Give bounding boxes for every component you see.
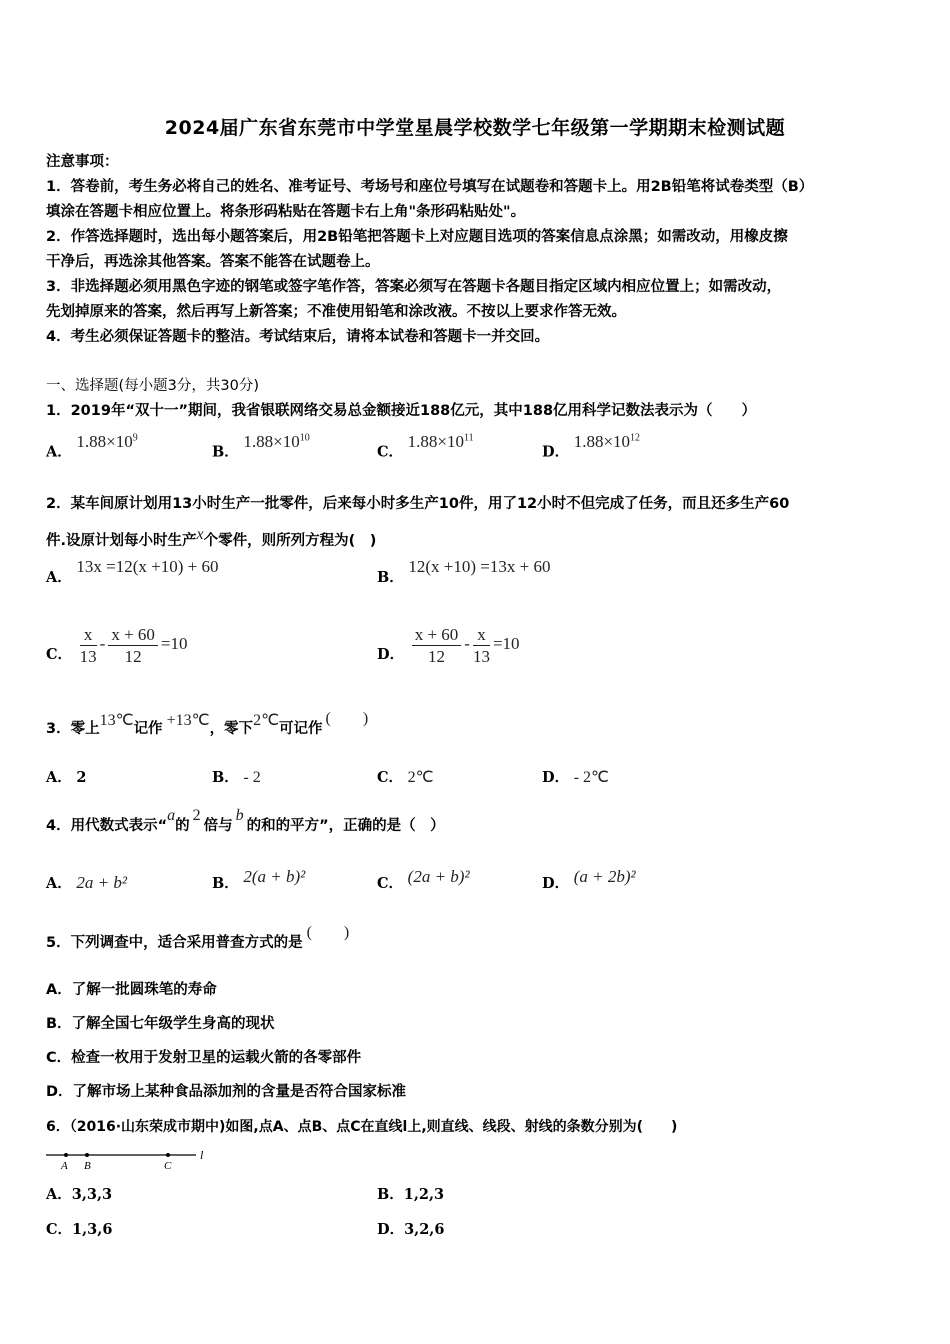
q4-stem: 4．用代数式表示“a的2倍与b的和的平方”，正确的是（ ） (46, 807, 445, 834)
q6-line-figure (44, 1147, 214, 1173)
notice-line: 先划掉原来的答案，然后再写上新答案；不准使用铅笔和涂改液。不按以上要求作答无效。 (46, 304, 626, 320)
page-title: 2024届广东省东莞市中学堂星晨学校数学七年级第一学期期末检测试题 (164, 117, 786, 139)
q1-option-b[interactable]: B． $1.88\times 10^{10}$ (212, 431, 310, 461)
section-heading: 一、选择题(每小题3分，共30分) (46, 378, 259, 394)
q4-option-c[interactable]: C． (2a + b)² (377, 867, 470, 892)
notice-heading: 注意事项： (46, 154, 119, 170)
q5-option-d[interactable]: D．了解市场上某种食品添加剂的含量是否符合国家标准 (46, 1084, 407, 1100)
point-label-a: A (61, 1160, 68, 1172)
q2-option-d[interactable]: D． $\frac{x + 60}{12}$ - $\frac{x}{13}$ =10 (377, 625, 520, 666)
q2-option-c[interactable]: C． $\frac{x}{13}$ - $\frac{x + 60}{12}$ =10 (46, 625, 188, 666)
q6-option-a[interactable]: A．3,3,3 (46, 1186, 113, 1203)
q1-stem: 1．2019年“双十一”期间，我省银联网络交易总金额接近188亿元，其中188亿用科学记数法表示为（ ） (46, 403, 757, 419)
q2-option-b[interactable]: B． 12(x +10) =13x + 60 (377, 557, 551, 586)
point-a (64, 1153, 68, 1157)
q2-stem-line1: 2．某车间原计划用13小时生产一批零件，后来每小时多生产10件，用了12小时不但完成了任务，而且还多生产60 (46, 496, 790, 512)
q4-option-a[interactable]: A． 2a + b² (46, 873, 127, 892)
q6-stem: 6．（2016·山东荣成市期中)如图,点A、点B、点C在直线l上,则直线、线段、射线的条数分别为( ) (46, 1119, 678, 1135)
notice-line: 4．考生必须保证答题卡的整洁。考试结束后，请将本试卷和答题卡一并交回。 (46, 329, 550, 345)
q3-option-a[interactable]: A． 2 (46, 769, 87, 786)
q1-option-c[interactable]: C． $1.88\times 10^{11}$ (377, 431, 474, 461)
q5-option-a[interactable]: A．了解一批圆珠笔的寿命 (46, 982, 217, 998)
q4-option-b[interactable]: B． 2(a + b)² (212, 867, 306, 892)
notice-line: 填涂在答题卡相应位置上。将条形码粘贴在答题卡右上角"条形码粘贴处"。 (46, 204, 526, 220)
q2-stem-line2: 件.设原计划每小时生产x个零件，则所列方程为( ) (46, 526, 377, 549)
point-b (85, 1153, 89, 1157)
notice-line: 1．答卷前，考生务必将自己的姓名、准考证号、考场号和座位号填写在试题卷和答题卡上。用2B铅笔将试卷类型（B） (46, 179, 814, 195)
q3-option-c[interactable]: C． 2℃ (377, 769, 434, 786)
q3-option-b[interactable]: B． - 2 (212, 769, 261, 786)
q6-option-c[interactable]: C．1,3,6 (46, 1221, 113, 1238)
q1-option-a[interactable]: A． $1.88\times 10^9$ (46, 431, 138, 461)
notice-line: 2．作答选择题时，选出每小题答案后，用2B铅笔把答题卡上对应题目选项的答案信息点涂黑；如需改动，用橡皮擦 (46, 229, 788, 245)
q3-stem: 3．零上13℃记作 +13℃，零下2℃可记作( ) (46, 710, 369, 737)
notice-line: 干净后，再选涂其他答案。答案不能答在试题卷上。 (46, 254, 380, 270)
point-c (166, 1153, 170, 1157)
q6-option-b[interactable]: B．1,2,3 (377, 1186, 445, 1203)
q5-stem: 5．下列调查中，适合采用普查方式的是( ) (46, 924, 350, 951)
line-label: l (200, 1148, 204, 1162)
q1-option-d[interactable]: D． $1.88\times 10^{12}$ (542, 431, 641, 461)
q5-option-c[interactable]: C．检查一枚用于发射卫星的运载火箭的各零部件 (46, 1050, 362, 1066)
q4-option-d[interactable]: D． (a + 2b)² (542, 867, 636, 892)
point-label-c: C (164, 1160, 172, 1172)
notice-line: 3．非选择题必须用黑色字迹的钢笔或签字笔作答，答案必须写在答题卡各题目指定区域内相应位置上；如需改动， (46, 279, 782, 295)
q3-option-d[interactable]: D． - 2℃ (542, 769, 609, 786)
q5-option-b[interactable]: B．了解全国七年级学生身高的现状 (46, 1016, 275, 1032)
q6-option-d[interactable]: D．3,2,6 (377, 1221, 445, 1238)
point-label-b: B (84, 1160, 91, 1172)
q2-option-a[interactable]: A． 13x =12(x +10) + 60 (46, 557, 219, 586)
